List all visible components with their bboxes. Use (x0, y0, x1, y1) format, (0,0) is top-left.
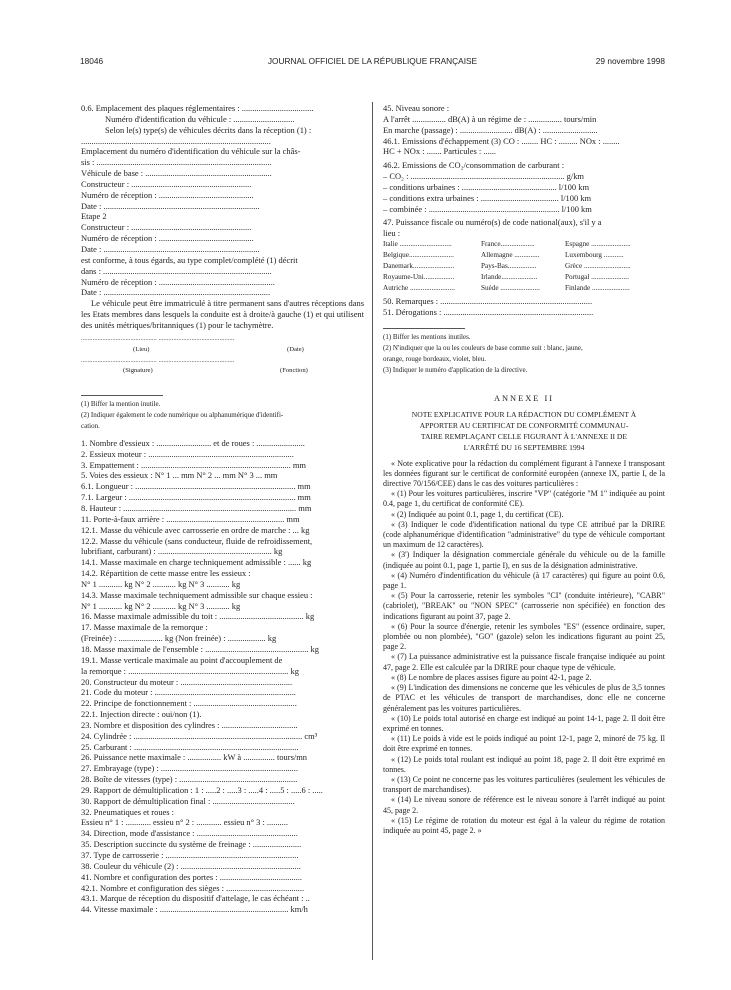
date-label: (Date) (287, 345, 304, 353)
note-title-line: L'ARRÊTÉ DU 16 SEPTEMBRE 1994 (463, 442, 585, 452)
item-line: 19.1. Masse verticale maximale au point d'accouplement de (81, 654, 283, 665)
form-line: 50. Remarques : ........................................................................ (383, 296, 593, 307)
form-line: lieu : (383, 228, 401, 239)
country-cell: Pays-Bas................ (481, 261, 537, 270)
signature-label: (Signature) (123, 367, 153, 375)
issue-date: 29 novembre 1998 (595, 56, 665, 66)
country-cell: Suède ...................... (481, 283, 540, 292)
country-cell: Allemagne .............. (481, 250, 540, 259)
right-column (383, 103, 665, 836)
footnote: (1) Biffer la mention inutile. (81, 400, 161, 409)
note-paragraph: « (8) Le nombre de places assises figure au point 42-1, page 2. (391, 672, 592, 682)
signature-dots: .............................................. .............................................. (81, 334, 235, 342)
note-title-line: APPORTER AU CERTIFICAT DE CONFORMITÉ COMMUNAU- (419, 421, 629, 431)
item-line: 5. Voies des essieux : N° 1 ... mm N° 2 ... mm N° 3 ... mm (81, 470, 278, 481)
item-line: 16. Masse maximale admissible du toit : ........................................ kg (81, 611, 315, 622)
column-divider (372, 102, 373, 960)
note-paragraph: « (3') Indiquer la désignation commerciale générale du véhicule ou de la famille (indiquée au point 0.1, page 1, partie I), en sus de la désignation administrative. (383, 550, 665, 570)
country-cell: Italie ............................. (383, 240, 452, 249)
item-line: N° 1 ........... kg N° 2 ........... kg N° 3 ........... kg (81, 578, 241, 589)
journal-title: JOURNAL OFFICIEL DE LA RÉPUBLIQUE FRANÇAISE (267, 56, 478, 66)
form-line: sis : ................................................................................... (81, 157, 272, 168)
note-paragraph: « (7) La puissance administrative est la puissance fiscale française indiquée au point 47, page 2. Elle est calculée par la DRIRE pour chaque type de véhicule. (383, 652, 665, 672)
form-line: – combinée : .............................................................. l/100 km (383, 203, 592, 214)
technical-items (81, 438, 364, 915)
item-line: 42.1. Nombre et configuration des sièges : ..................................... (81, 882, 305, 893)
item-line: 35. Description succincte du système de freinage : ....................... (81, 839, 302, 850)
form-line: est conforme, à tous égards, au type complet/complété (1) décrit (81, 254, 298, 265)
form-line: Emplacement du numéro d'identification du véhicule sur la châs- (81, 146, 301, 157)
registration-paragraph: Le véhicule peut être immatriculé à titre permanent sans d'autres réceptions dans les Etats membres dans lesquels la conduite est à droite/à gauche (1) et qui utilisent des unités métriques/britanniques (1) pour le tachymètre. (81, 298, 364, 330)
form-line: – CO₂ : ......................................................................... g/km (383, 171, 584, 182)
footnote: orange, rouge bordeaux, violet, bleu. (383, 354, 487, 363)
note-paragraph: « (1) Pour les voitures particulières, inscrire "VP" (catégorie "M 1" indiquée au point 0.4, page 1, du certificat de conformité CE). (383, 489, 665, 509)
left-footnotes (81, 400, 364, 433)
item-line: 12.2. Masse du véhicule (sans conducteur, fluide de refroidissement, (81, 535, 313, 546)
country-cell: Royaume-Uni................. (383, 272, 455, 281)
footnote: (2) Indiquer également le code numérique ou alphanumérique d'identifi- (81, 411, 284, 420)
footnote: (3) Indiquer le numéro d'application de la directive. (383, 365, 528, 374)
form-line: Date : .......................................................................... (81, 200, 260, 211)
item-line: 37. Type de carrosserie : ............................................................... (81, 850, 299, 860)
item-line: 27. Embrayage (type) : ................................................................. (81, 763, 299, 774)
form-line: Etape 2 (81, 211, 107, 222)
country-cell: Danemark....................... (383, 261, 455, 270)
country-table (383, 239, 665, 293)
country-cell: Finlande ..................... (565, 283, 630, 292)
item-line: 1. Nombre d'essieux : .......................... et de roues : ....................... (81, 437, 305, 448)
form-line: Constructeur : ......................................................... (81, 178, 252, 189)
item-line: 21. Code du moteur : ................................................................... (81, 687, 296, 698)
item-line: la remorque : ............................................................................ kg (81, 665, 299, 676)
item-line: 14.3. Masse maximale techniquement admissible sur chaque essieu : (81, 589, 313, 600)
footnote-rule (81, 395, 163, 396)
item-line: 43.1. Marque de réception du dispositif d'attelage, le cas échéant : .. (81, 893, 310, 904)
note-paragraph: « (12) Le poids total roulant est indiqué au point 18, page 2. Il doit être exprimé en tonnes. (383, 754, 665, 774)
form-line: 0.6. Emplacement des plaques réglementaires : .................................. (81, 103, 314, 113)
item-line: 22. Principe de fonctionnement : ................................................. (81, 698, 297, 709)
footnote: cation. (81, 422, 100, 431)
item-line: 20. Constructeur du moteur : ..................................................... (81, 676, 293, 687)
form-line: Constructeur : ......................................................... (81, 222, 252, 233)
country-cell: Irlande.................... (481, 272, 538, 281)
form-line: HC + NOx : ....... Particules : ...... (383, 146, 497, 157)
place-label: (Lieu) (133, 345, 150, 353)
item-line: 7.1. Largeur : ............................................................................... mm (81, 492, 311, 503)
country-cell: Grèce .......................... (565, 261, 631, 270)
note-paragraph: « (15) Le régime de rotation du moteur est égal à la valeur du régime de rotation indiquée au point 45, page 2. » (383, 815, 665, 835)
form-line: 51. Dérogations : ....................................................................... (383, 307, 594, 318)
item-line: 26. Puissance nette maximale : ................ kW à ............... tours/mn (81, 752, 307, 763)
form-line: dans : ................................................................................ (81, 265, 272, 276)
note-paragraph: « (2) Indiquée au point 0.1, page 1, du certificat (CE). (391, 509, 564, 519)
footnote: (1) Biffer les mentions inutiles. (383, 333, 471, 342)
form-line: Numéro de réception : ............................................. (81, 189, 254, 200)
note-paragraph: « (11) Le poids à vide est le poids indiqué au point 12-1, page 2, minoré de 75 kg. Il doit être exprimé en tonnes. (383, 734, 665, 754)
signature-labels-1 (81, 345, 364, 356)
form-line: Véhicule de base : ............................................................ (81, 168, 272, 179)
note-paragraph: « (4) Numéro d'indentification du véhicule (à 17 caractères) qui figure au point 0.6, page 1. (383, 570, 665, 591)
item-line: 11. Porte-à-faux arrière : ........................................................ mm (81, 513, 300, 524)
item-line: 6.1. Longueur : ............................................................................ mm (81, 481, 311, 492)
function-label: (Fonction) (280, 367, 308, 375)
note-paragraph: « (3) Indiquer le code d'identification national du type CE attribué par la DRIRE (code alphanumérique d'identification "administrative" du type de véhicule comportant un maximum de 12 caractères). (383, 519, 665, 550)
item-line: 44. Vitesse maximale : ............................................................. km/h (81, 904, 308, 915)
note-paragraphs (383, 459, 665, 837)
item-line: 12.1. Masse du véhicule avec carrosserie en ordre de marche : ... kg (81, 524, 310, 535)
left-column (81, 103, 364, 915)
item-line: 3. Empattement : ....................................................................... mm (81, 459, 306, 470)
item-line: 30. Rapport de démultiplication final : ....................................... (81, 795, 295, 806)
country-cell: Portugal ..................... (565, 272, 629, 281)
item-line: lubrifiant, carburant) : ...................................................... kg (81, 546, 283, 557)
item-line: 32. Pneumatiques et roues : (81, 806, 175, 817)
note-title-line: NOTE EXPLICATIVE POUR LA RÉDACTION DU COMPLÉMENT À (411, 410, 637, 420)
item-line: 14.2. Répartition de cette masse entre les essieux : (81, 568, 251, 579)
note-title-line: TAIRE REMPLAÇANT CELLE FIGURANT À L'ANNEXE II DE (420, 431, 628, 441)
item-line: N° 1 ........... kg N° 2 ........... kg N° 3 ........... kg (81, 600, 241, 611)
item-line: 22.1. Injection directe : oui/non (1). (81, 709, 202, 720)
country-cell: Espagne ...................... (565, 240, 631, 249)
item-line: 23. Nombre et disposition des cylindres : .................................... (81, 719, 298, 730)
item-line: 2. Essieux moteur : ..................................................................... (81, 448, 294, 459)
form-line: Selon le(s) type(s) de véhicules décrits dans la réception (1) : (105, 124, 312, 135)
form-line: .......................................................................................... (81, 135, 271, 146)
form-line: Numéro de réception : ....................................................... (81, 276, 275, 287)
form-line: 47. Puissance fiscale ou numéro(s) de code national(aux), s'il y a (383, 217, 602, 228)
item-line: 25. Carburant : .............................................................................. (81, 741, 299, 752)
form-line: Numéro de réception : ............................................. (81, 233, 254, 244)
item-line: 29. Rapport de démultiplication : 1 : .....2 : .....3 : .....4 : .....5 : .....6 : ..... (81, 784, 323, 795)
form-line: – conditions urbaines : ............................................. l/100 km (383, 181, 590, 192)
country-cell: Autriche ......................... (383, 283, 455, 292)
footnote-rule (383, 328, 465, 329)
note-paragraph: « Note explicative pour la rédaction du complément figurant à l'annexe I transposant les données figurant sur le certificat de conformité européen (annexe IX, partie I, de la directive 70/156/CEE) dans le cas des voitures particulières : (383, 458, 665, 489)
form-line: – conditions extra urbaines : ..................................... l/100 km (383, 192, 592, 203)
form-line: En marche (passage) : ......................... dB(A) : .......................... (383, 124, 598, 135)
form-line: Numéro d'identification du véhicule : ............................. (105, 113, 295, 124)
signature-labels-2 (81, 366, 364, 377)
form-top-lines (81, 103, 364, 298)
item-line: 18. Masse maximale de l'ensemble : ................................................. kg (81, 643, 319, 654)
form-line: A l'arrêt ................ dB(A) à un régime de : ................ tours/min (383, 113, 597, 124)
signature-dots-2: .............................................. .............................................. (81, 356, 235, 364)
country-cell: Belgique......................... (383, 250, 454, 259)
item-line: 41. Nombre et configuration des portes : ....................................... (81, 871, 302, 882)
page-number: 18046 (80, 56, 104, 66)
annexe-title: ANNEXE II (493, 394, 555, 404)
item-line: 28. Boîte de vitesses (type) : ........................................................ (81, 774, 298, 785)
note-paragraph: « (5) Pour la carrosserie, retenir les symboles "CI" (conduite intérieure), "CABR" (cabriolet), "BREAK" ou "NON SPEC" (carrosserie non spécifiée) en fonction des indications figurant au point 37, page 2. (383, 591, 665, 621)
item-line: (Freinée) : ..................... kg (Non freinée) : .................. kg (81, 633, 277, 644)
item-line: 14.1. Masse maximale en charge techniquement admissible : ...... kg (81, 557, 312, 568)
form-line: 46.2. Emissions de CO₂/consommation de carburant : (383, 160, 565, 171)
note-paragraph: « (13) Ce point ne concerne pas les voitures particulières (seulement les véhicules de transport de marchandises). (383, 774, 665, 795)
note-paragraph: « (6) Pour la source d'énergie, retenir les symboles "ES" (essence ordinaire, super, plombée ou non plombée), "GO" (gazole) selon les indications figurant au point 25, page 2. (383, 621, 665, 652)
note-paragraph: « (14) Le niveau sonore de référence est le niveau sonore à l'arrêt indiqué au point 45, page 2. (383, 795, 665, 815)
item-line: Essieu n° 1 : ............ essieu n° 2 : ............ essieu n° 3 : .......... (81, 817, 288, 828)
form-line: Date : ............................................................................... (81, 287, 271, 298)
footnote: (2) N'indiquer que la ou les couleurs de base comme suit : blanc, jaune, (383, 343, 583, 352)
note-paragraph: « (9) L'indication des dimensions ne concerne que les véhicules de plus de 3,5 tonnes de PTAC et les véhicules de transport de marchandises, donc elle ne concerne généralement pas les voitures particulières. (383, 683, 665, 713)
note-title (383, 410, 665, 453)
item-line: 24. Cylindrée : ................................................................................ cm³ (81, 730, 318, 741)
item-line: 8. Hauteur : .................................................................................. mm (81, 503, 312, 513)
form-line: Date : .......................................................................... (81, 243, 260, 254)
country-cell: Luxembourg ........... (565, 250, 624, 259)
item-line: 34. Direction, mode d'assistance : ................................................ (81, 828, 298, 839)
form-line: 45. Niveau sonore : (383, 103, 450, 113)
item-line: 17. Masse maximale de la remorque : (81, 622, 208, 633)
item-line: 38. Couleur du véhicule (2) : ......................................................... (81, 860, 301, 871)
right-footnotes (383, 333, 665, 376)
country-cell: France................... (481, 240, 535, 249)
form-line: 46.1. Emissions d'échappement (3) CO : ........ HC : ......... NOx : ........ (383, 135, 620, 146)
note-paragraph: « (10) Le poids total autorisé en charge est indiqué au point 14-1, page 2. Il doit être exprimé en tonnes. (383, 713, 665, 733)
